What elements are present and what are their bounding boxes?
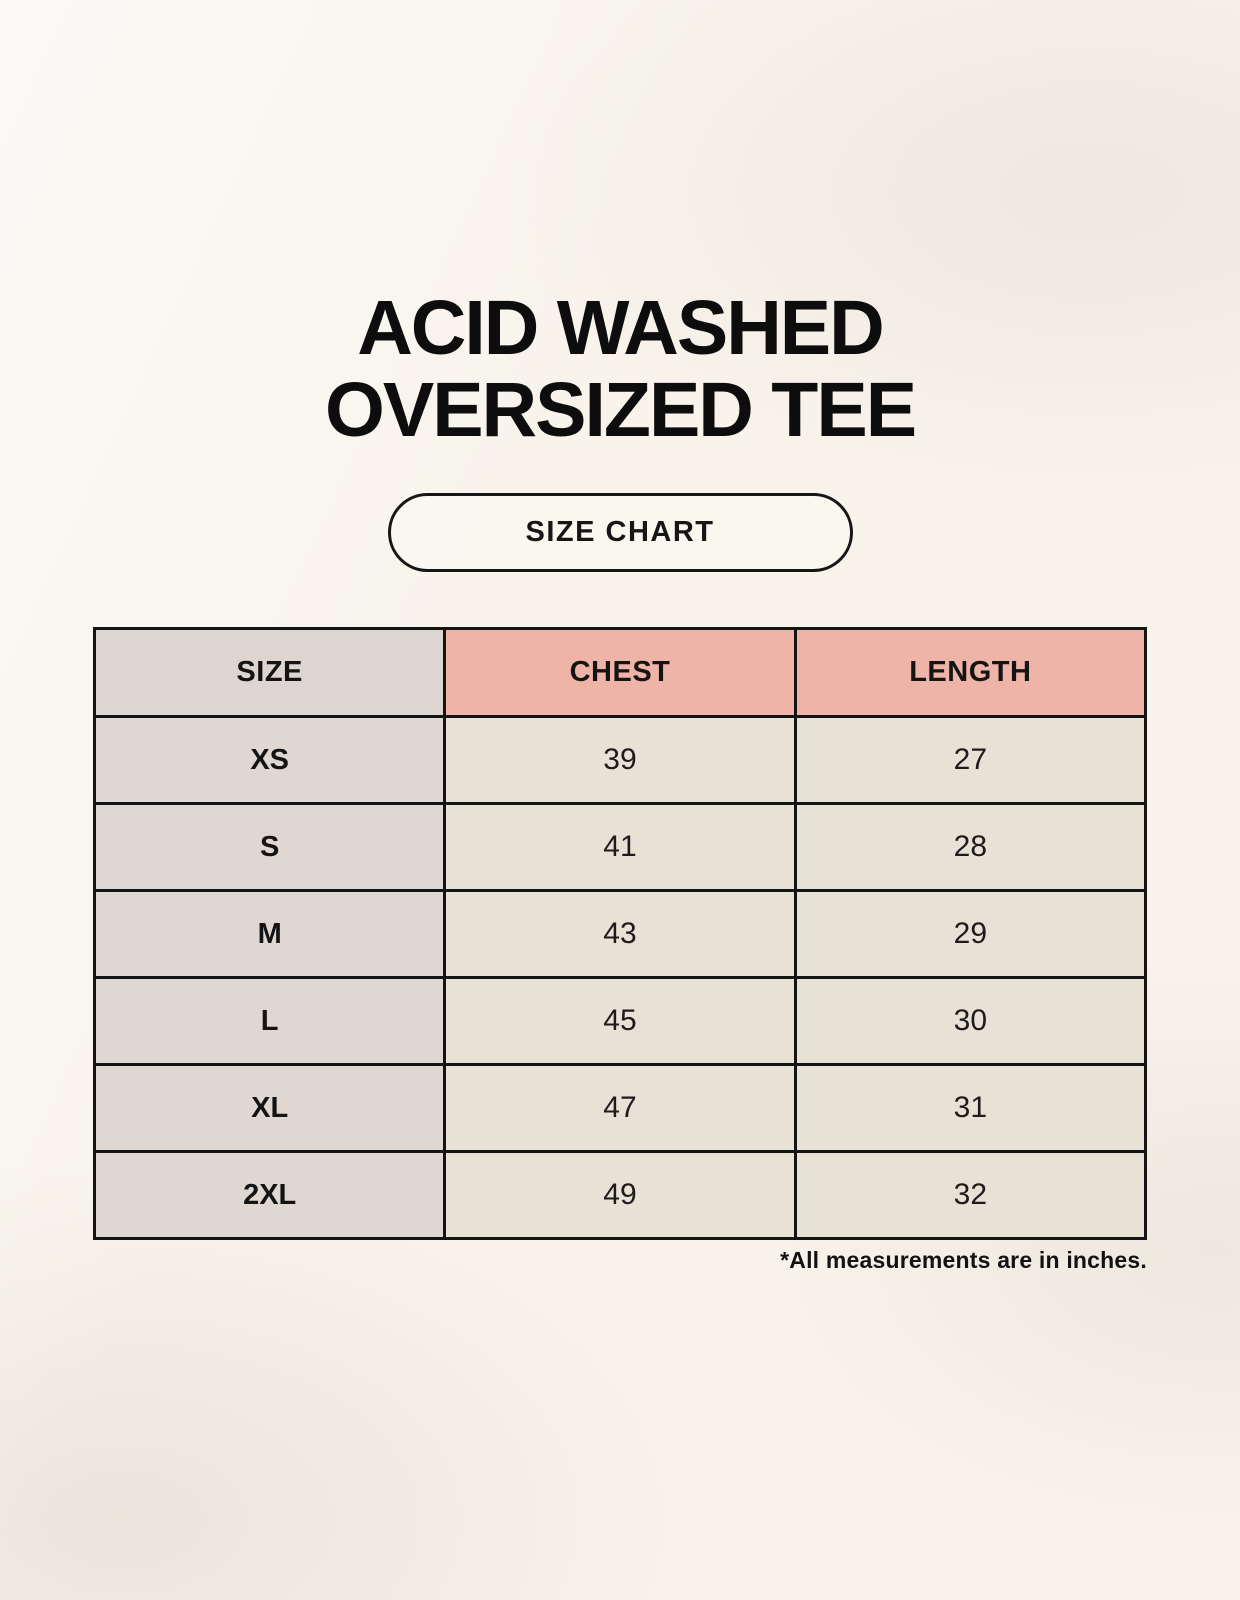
length-cell: 29 xyxy=(795,891,1145,978)
length-cell: 30 xyxy=(795,978,1145,1065)
length-cell: 28 xyxy=(795,804,1145,891)
table-row xyxy=(95,891,1146,978)
size-chart-button[interactable] xyxy=(388,493,853,572)
chest-cell: 39 xyxy=(445,717,795,804)
table-row xyxy=(95,978,1146,1065)
measurements-footnote: *All measurements are in inches. xyxy=(780,1247,1147,1274)
chest-cell: 43 xyxy=(445,891,795,978)
size-table-container xyxy=(93,627,1147,1240)
size-cell: 2XL xyxy=(95,1152,445,1239)
table-row xyxy=(95,804,1146,891)
chest-cell: 45 xyxy=(445,978,795,1065)
length-cell: 27 xyxy=(795,717,1145,804)
chest-cell: 41 xyxy=(445,804,795,891)
size-cell: XS xyxy=(95,717,445,804)
chest-cell: 49 xyxy=(445,1152,795,1239)
table-row xyxy=(95,1065,1146,1152)
size-cell: XL xyxy=(95,1065,445,1152)
header-cell-size: SIZE xyxy=(95,629,445,717)
page-title xyxy=(324,285,916,453)
length-cell: 31 xyxy=(795,1065,1145,1152)
size-table xyxy=(93,627,1147,1240)
size-cell: S xyxy=(95,804,445,891)
table-row xyxy=(95,1152,1146,1239)
size-chart-button-label: SIZE CHART xyxy=(525,516,715,549)
size-cell: M xyxy=(95,891,445,978)
header-cell-chest: CHEST xyxy=(445,629,795,717)
chest-cell: 47 xyxy=(445,1065,795,1152)
title-line-2: OVERSIZED TEE xyxy=(324,366,916,453)
table-header-row xyxy=(95,629,1146,717)
header-cell-length: LENGTH xyxy=(795,629,1145,717)
size-cell: L xyxy=(95,978,445,1065)
length-cell: 32 xyxy=(795,1152,1145,1239)
title-line-1: ACID WASHED xyxy=(357,285,883,371)
table-row xyxy=(95,717,1146,804)
